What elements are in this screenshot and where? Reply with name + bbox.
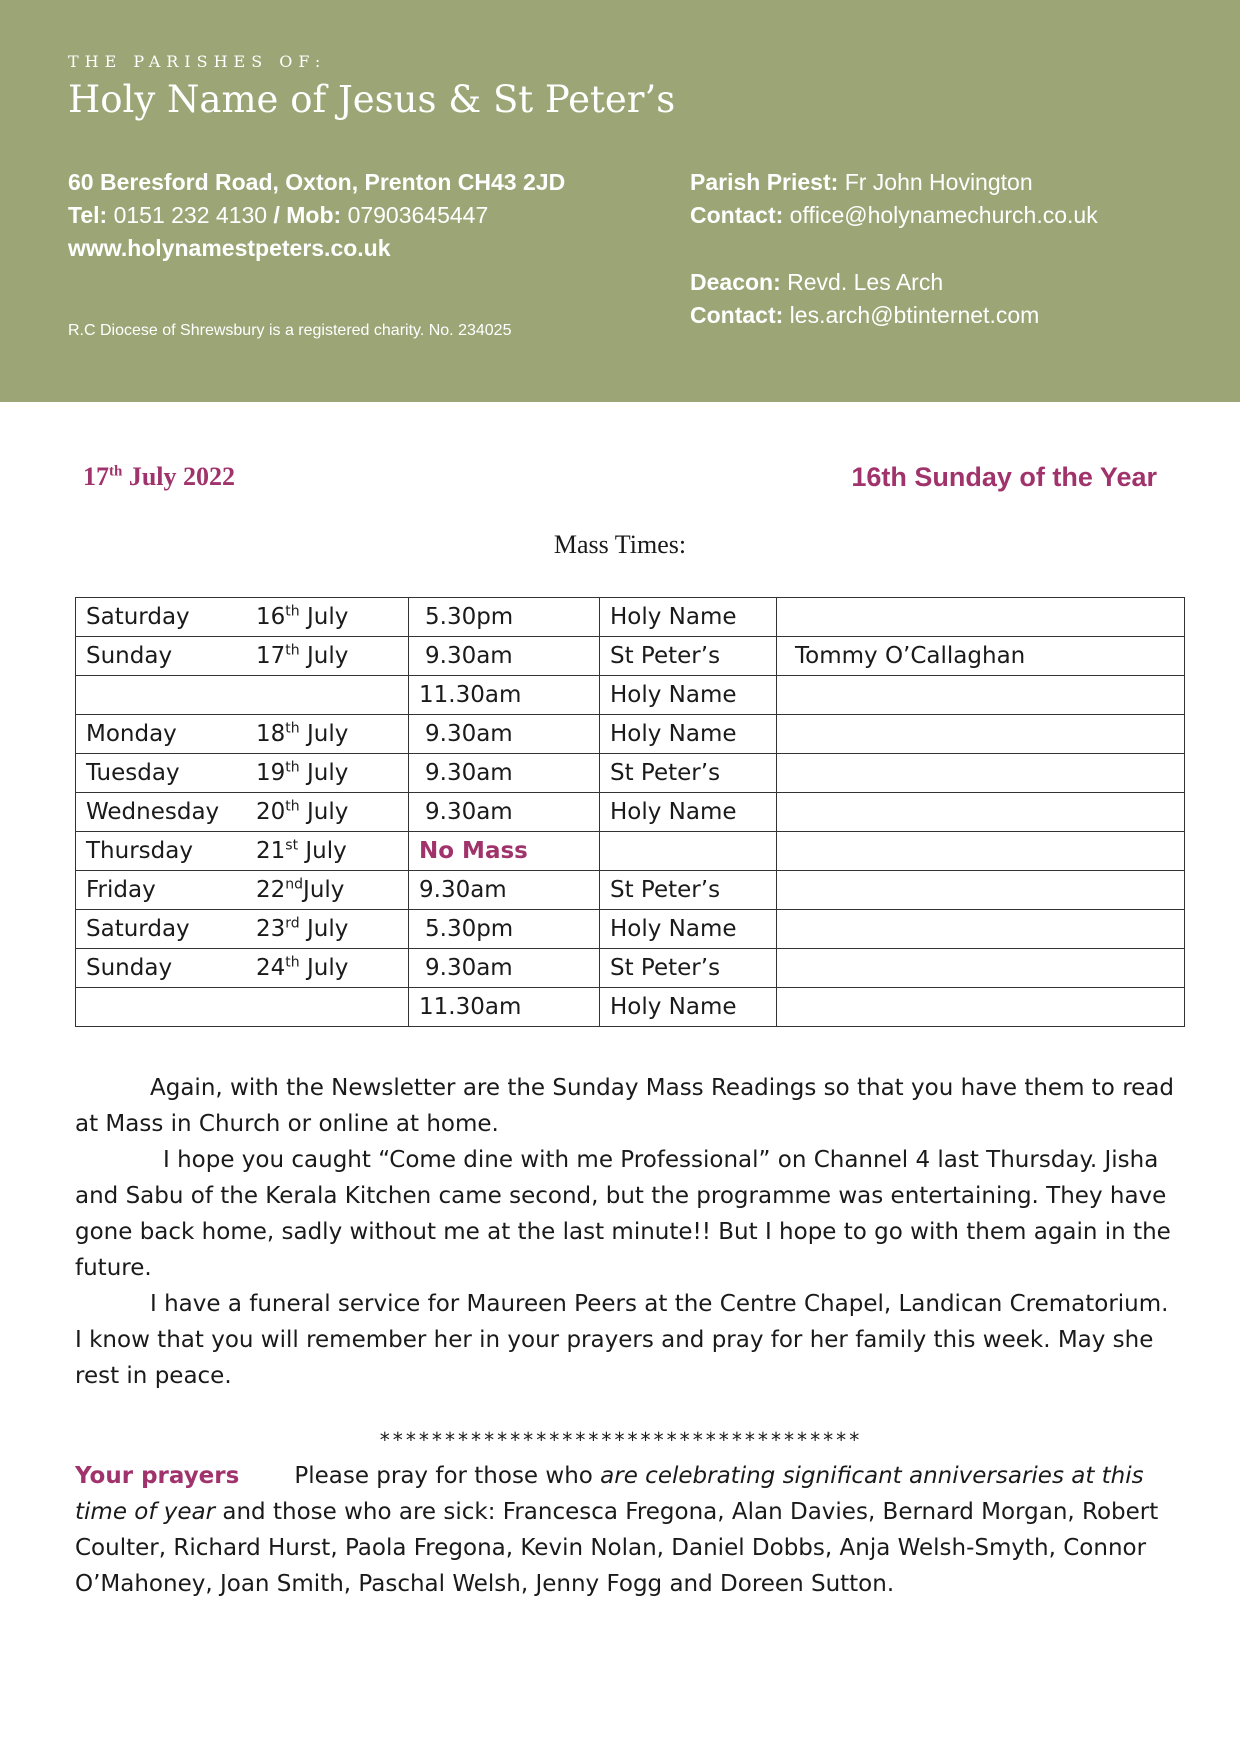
mass-time: 5.30pm [409, 598, 600, 637]
mass-time: 9.30am [409, 949, 600, 988]
mass-day: Saturday 16th July [76, 598, 409, 637]
mass-time: 9.30am [409, 715, 600, 754]
priest-contact-label: Contact: [690, 202, 784, 228]
mob-label: Mob: [286, 202, 342, 228]
mass-row [76, 598, 1185, 637]
parish-title: Holy Name of Jesus & St Peter’s [68, 78, 676, 121]
paragraph-2: I hope you caught “Come dine with me Professional” on Channel 4 last Thursday. Jisha and Sabu of the Kerala Kitchen came second, but the programme was entertaining. They have gone back home, sadly without me at the last minute!! But I hope to go with them again in the future. [75, 1147, 1171, 1281]
mass-intention [777, 832, 1185, 871]
tel-number: 0151 232 4130 [113, 202, 268, 228]
prayers-italic: are celebrating significant anniversaries at this time of year [75, 1463, 1144, 1525]
mass-row [76, 832, 1185, 871]
paragraph-3: I have a funeral service for Maureen Peers at the Centre Chapel, Landican Crematorium. I know that you will remember her in your prayers and pray for her family this week. May she rest in peace. [75, 1291, 1169, 1389]
mass-place: Holy Name [600, 910, 777, 949]
contact-block [690, 166, 1098, 332]
mass-time: 11.30am [409, 988, 600, 1027]
mass-day [76, 676, 409, 715]
mass-intention [777, 910, 1185, 949]
website-link[interactable]: www.holynamestpeters.co.uk [68, 235, 391, 261]
mass-row [76, 793, 1185, 832]
mass-row [76, 676, 1185, 715]
header-banner [0, 0, 1240, 402]
mass-place: Holy Name [600, 715, 777, 754]
mass-time: 11.30am [409, 676, 600, 715]
address: 60 Beresford Road, Oxton, Prenton CH43 2JD [68, 169, 566, 195]
mass-times-table [75, 597, 1185, 1027]
charity-note: R.C Diocese of Shrewsbury is a registered charity. No. 234025 [68, 322, 512, 339]
mass-times-heading: Mass Times: [553, 530, 687, 559]
mass-row [76, 715, 1185, 754]
mass-time: No Mass [409, 832, 600, 871]
mass-intention [777, 676, 1185, 715]
mass-day: Friday 22ndJuly [76, 871, 409, 910]
mass-intention [777, 949, 1185, 988]
mass-intention [777, 715, 1185, 754]
mass-row [76, 871, 1185, 910]
mass-day: Saturday 23rd July [76, 910, 409, 949]
mass-time: 9.30am [409, 754, 600, 793]
tel-label: Tel: [68, 202, 108, 228]
mass-day: Tuesday 19th July [76, 754, 409, 793]
mass-row [76, 910, 1185, 949]
prayers-label: Your prayers [75, 1463, 240, 1489]
mass-day: Thursday 21st July [76, 832, 409, 871]
mass-row [76, 988, 1185, 1027]
mass-place: Holy Name [600, 676, 777, 715]
mass-place: St Peter’s [600, 949, 777, 988]
mass-place: St Peter’s [600, 871, 777, 910]
deacon-label: Deacon: [690, 269, 781, 295]
priest-name: Fr John Hovington [844, 169, 1033, 195]
priest-label: Parish Priest: [690, 169, 839, 195]
deacon-name: Revd. Les Arch [787, 269, 944, 295]
liturgical-title: 16th Sunday of the Year [851, 462, 1157, 492]
mass-time: 9.30am [409, 637, 600, 676]
mass-intention: Tommy O’Callaghan [777, 637, 1185, 676]
prayers-section [75, 1458, 1175, 1602]
mass-intention [777, 793, 1185, 832]
mass-row [76, 949, 1185, 988]
phone-line: Tel: 0151 232 4130 / Mob: 07903645447 [68, 202, 489, 228]
newsletter-body [75, 1070, 1175, 1394]
mob-number: 07903645447 [347, 202, 489, 228]
mass-time: 9.30am [409, 871, 600, 910]
prayers-intro: Please pray for those who [294, 1463, 601, 1489]
prayers-names: and those who are sick: Francesca Fregona, Alan Davies, Bernard Morgan, Robert Coulter, Richard Hurst, Paola Fregona, Kevin Nolan, Daniel Dobbs, Anja Welsh-Smyth, Connor O’Mahoney, Joan Smith, Paschal Welsh, Jenny Fogg and Doreen Sutton. [75, 1499, 1159, 1597]
mass-day: Monday 18th July [76, 715, 409, 754]
address-block [68, 166, 565, 265]
mass-time: 5.30pm [409, 910, 600, 949]
mass-intention [777, 598, 1185, 637]
mass-day: Sunday 24th July [76, 949, 409, 988]
mass-row [76, 754, 1185, 793]
mass-place: St Peter’s [600, 754, 777, 793]
mass-day: Sunday 17th July [76, 637, 409, 676]
newsletter-date: 17th July 2022 [83, 462, 236, 491]
mass-intention [777, 871, 1185, 910]
mass-place: St Peter’s [600, 637, 777, 676]
mass-day: Wednesday 20th July [76, 793, 409, 832]
paragraph-1: Again, with the Newsletter are the Sunday Mass Readings so that you have them to read at Mass in Church or online at home. [75, 1075, 1174, 1137]
mass-place [600, 832, 777, 871]
mass-place: Holy Name [600, 793, 777, 832]
deacon-contact-label: Contact: [690, 302, 784, 328]
mass-intention [777, 754, 1185, 793]
mass-place: Holy Name [600, 988, 777, 1027]
mass-day [76, 988, 409, 1027]
priest-email[interactable]: office@holynamechurch.co.uk [789, 202, 1098, 228]
deacon-email[interactable]: les.arch@btinternet.com [789, 302, 1040, 328]
mass-row [76, 637, 1185, 676]
pre-title: THE PARISHES OF: [68, 52, 327, 71]
mass-time: 9.30am [409, 793, 600, 832]
mass-place: Holy Name [600, 598, 777, 637]
mass-intention [777, 988, 1185, 1027]
divider-stars: ************************************* [378, 1428, 862, 1452]
